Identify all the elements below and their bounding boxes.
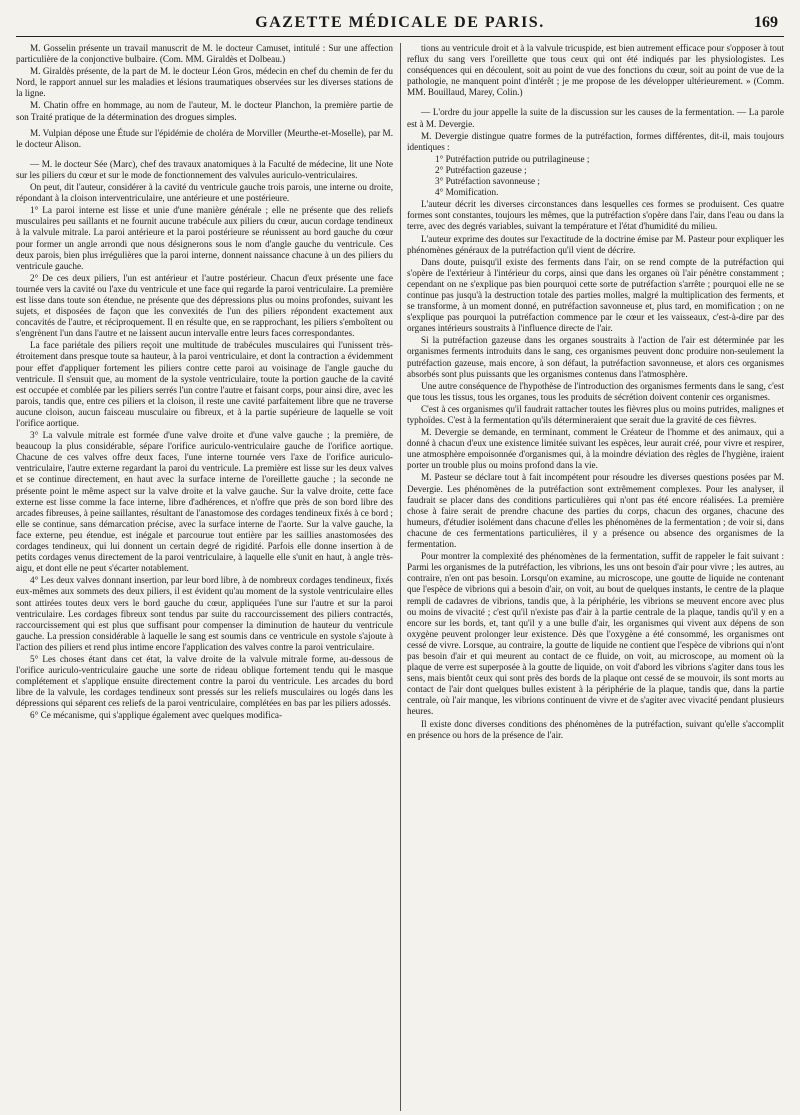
paragraph: Il existe donc diverses conditions des phénomènes de la putréfaction, suivant qu'elle s'accomplit en présence ou hors de la présence de l'air.	[407, 718, 784, 740]
journal-title: GAZETTE MÉDICALE DE PARIS.	[255, 14, 545, 31]
paragraph: M. Devergie se demande, en terminant, comment le Créateur de l'homme et des animaux, qui a donné à chacun d'eux une existence limitée suivant les espèces, leur aurait créé, pour vivre et respirer, une atmosphère empoisonnée d'organismes qui, à la moindre déviation des règles de l'hygiène, iraient porter un trouble plus ou moins profond dans la vie.	[407, 427, 784, 471]
paragraph: Si la putréfaction gazeuse dans les organes soustraits à l'action de l'air est déterminée par les organismes ferments introduits dans le sang, ces organismes peuvent donc produire non-seulement la putréfaction gazeuse, mais encore, à son défaut, la putréfaction savonneuse, et alors ces organismes absorbés sont plus puissants que les organismes contenus dans l'atmosphère.	[407, 335, 784, 379]
paragraph: M. Chatin offre en hommage, au nom de l'auteur, M. le docteur Planchon, la première partie de son Traité pratique de la détermination des drogues simples.	[16, 100, 393, 122]
paragraph: 4° Les deux valves donnant insertion, par leur bord libre, à de nombreux cordages tendineux, fixés eux-mêmes aux sommets des deux piliers, il est évident qu'au moment de la systole ventriculaire elles sont attirées toutes deux vers le bord gauche du cœur, appliquées l'une sur l'autre et sur la paroi ventriculaire. Les cordages fibreux sont tendus par suite du raccourcissement des piliers contractés, raccourcissement qui est plus que suffisant pour compenser la diminution de hauteur du ventricule gauche. La pression considérable à laquelle le sang est soumis dans ce ventricule en systole s'ajoute à l'action des piliers et rend plus intime encore l'application des valves contre la paroi ventriculaire.	[16, 575, 393, 652]
paragraph: M. Pasteur se déclare tout à fait incompétent pour résoudre les diverses questions posées par M. Devergie. Les phénomènes de la putréfaction sont extrêmement complexes. Pour les analyser, il faudrait se placer dans des conditions particulières qui n'ont pas été encore réalisées. La première chose à faire serait de prendre chacune des parties du corps, chacun des organes, chacune des humeurs, d'étudier isolément dans chacune d'elles les phénomènes de la fermentation ; de voir si, dans chacune de ces fermentations particulières, il y a présence ou absence des organismes de la fermentation.	[407, 472, 784, 550]
paragraph: 3° La valvule mitrale est formée d'une valve droite et d'une valve gauche ; la première, de beaucoup la plus considérable, sépare l'orifice auriculo-ventriculaire gauche de l'orifice aortique. Chacune de ces valves offre deux faces, l'une interne tournée vers l'axe de l'orifice auriculo-ventriculaire, l'autre externe regardant la paroi du ventricule. La première est lisse sur les deux valves et se continue directement, en haut avec la surface interne de l'oreillette gauche ; la seconde ne présente point le même aspect sur la valve droite et la valve gauche. Sur la valve droite, cette face externe est lisse comme la face interne, libre d'adhérences, et n'offre que près de son bord libre des arcades fibreuses, à peine saillantes, résultant de l'anastomose des cordages tendineux fixés à ce bord ; elle se continue, sans démarcation précise, avec la surface interne de l'aorte. Sur la valve gauche, la face externe, peu étendue, est inégale et parcourue tout entière par les saillies anastomosées des cordages tendineux, qui lui donnent un certain degré de rigidité. Parfois elle donne insertion à de petits cordages venus directement de la paroi ventriculaire, à laquelle elle s'unit en haut, à angle très-aigu, et dont elle ne peut s'écarter notablement.	[16, 430, 393, 574]
paragraph: — L'ordre du jour appelle la suite de la discussion sur les causes de la fermentation. — La parole est à M. Devergie.	[407, 107, 784, 129]
paragraph: 6° Ce mécanisme, qui s'applique également avec quelques modifica-	[30, 710, 283, 721]
right-column	[407, 43, 784, 1111]
page-header	[16, 14, 784, 37]
paragraph: — M. le docteur Sée (Marc), chef des travaux anatomiques à la Faculté de médecine, lit une Note sur les piliers du cœur et sur le mode de fonctionnement des valvules auriculo-ventriculaires.	[16, 158, 393, 180]
left-column	[16, 43, 393, 1111]
paragraph: M. Giraldès présente, de la part de M. le docteur Léon Gros, médecin en chef du chemin de fer du Nord, le rapport annuel sur les maladies et lésions traumatiques observées sur les diverses stations de la ligne.	[16, 66, 393, 99]
paragraph: 5° Les choses étant dans cet état, la valve droite de la valvule mitrale forme, au-dessous de l'orifice auriculo-ventriculaire gauche une sorte de rideau oblique fortement tendu qui le masque complétement et s'applique ensuite directement contre la paroi du ventricule. Les arcades du bord libre de la valvule, les cordages tendineux sont pressés sur les reliefs musculaires ou logés dans les dépressions qui séparent ces reliefs de la paroi ventriculaire, complétées en bas par les piliers adossés.	[16, 653, 393, 709]
paragraph: Dans doute, puisqu'il existe des ferments dans l'air, on se rend compte de la putréfaction qui s'opère de l'extérieur à l'intérieur du corps, ainsi que dans les organes où l'air pénètre constamment ; cependant on ne s'explique pas bien pourquoi cette sorte de putréfaction s'arrête ; pourquoi elle ne se continue pas jusqu'à la destruction totale des parties molles, malgré la multiplication des ferments, et se transforme, à un moment donné, en putréfaction savonneuse et, plus tard, en momification ; on ne s'explique pas pourquoi la putréfaction commence par le cœur et les vaisseaux, c'est-à-dire par des organes intérieurs soustraits à l'influence directe de l'air.	[407, 256, 784, 334]
paragraph: M. Devergie distingue quatre formes de la putréfaction, formes différentes, dit-il, mais toujours identiques :	[407, 130, 784, 152]
list-item: 1° Putréfaction putride ou putrilagineuse ;	[435, 153, 590, 164]
paragraph: M. Vulpian dépose une Étude sur l'épidémie de choléra de Morviller (Meurthe-et-Moselle), par M. le docteur Alison.	[16, 127, 393, 149]
list-item: 3° Putréfaction savonneuse ;	[435, 176, 540, 187]
putrefaction-forms-list	[407, 154, 784, 198]
paragraph: 2° De ces deux piliers, l'un est antérieur et l'autre postérieur. Chacun d'eux présente une face tournée vers la cavité ou l'axe du ventricule et une face qui regarde la paroi ventriculaire. La première est lisse dans toute son étendue, ne présente que des dépressions plus ou moins profondes, suivant les sujets, et disposées de façon que les convexités de l'un des piliers répondent exactement aux concavités de l'autre, et réciproquement. Il en résulte que, en se rapprochant, les piliers s'emboîtent ou s'engrènent l'un dans l'autre et ne laissent aucun intervalle entre leurs faces correspondantes.	[16, 272, 393, 339]
paragraph: L'auteur décrit les diverses circonstances dans lesquelles ces formes se produisent. Ces quatre formes sont constantes, toujours les mêmes, que la putréfaction s'opère dans l'air, dans l'eau ou dans la terre, avec des degrés variables, suivant la température et l'état d'humidité du milieu.	[407, 199, 784, 232]
paragraph: La face pariétale des piliers reçoit une multitude de trabécules musculaires qui l'unissent très-étroitement dans presque toute sa hauteur, à la paroi ventriculaire, et dont la contraction a évidemment pour effet d'appliquer fortement les piliers contre cette paroi au voisinage de l'angle gauche du ventricule. Il s'ensuit que, au moment de la systole ventriculaire, toute la portion gauche de la cavité est occupée et comblée par les piliers serrés l'un contre l'autre et faisant corps, pour ainsi dire, avec les parois, tandis que, entre ces piliers et la cloison, il reste une cavité parfaitement libre que ne traverse aucune cloison, aucun faisceau musculaire ou fibreux, et à la partie supérieure de laquelle se voit l'orifice aortique.	[16, 340, 393, 428]
paragraph: tions au ventricule droit et à la valvule tricuspide, est bien autrement efficace pour s'opposer à tout reflux du sang vers l'oreillette que tous ceux qui ont été indiqués par les physiologistes. Les conséquences qui en découlent, soit au point de vue des fonctions du cœur, soit au point de vue de la pathologie, ne manquent point d'intérêt ; je me propose de les développer ultérieurement. » (Comm. MM. Bouillaud, Marey, Colin.)	[407, 43, 784, 98]
paragraph: 1° La paroi interne est lisse et unie d'une manière générale ; elle ne présente que des reliefs musculaires peu saillants et ne fournit aucune trabécule aux piliers du cœur, aucun cordage tendineux à la valvule mitrale. La paroi antérieure et la paroi postérieure se réunissent au bord gauche du cœur pour former un angle arrondi que nous désignerons sous le nom d'angle gauche du ventricule. Ces deux parois, bien plus irrégulières que la paroi interne, donnent naissance chacune à un des piliers du ventricule gauche.	[16, 205, 393, 271]
page-number: 169	[754, 14, 778, 31]
paragraph: On peut, dit l'auteur, considérer à la cavité du ventricule gauche trois parois, une interne ou droite, répondant à la cloison interventriculaire, une antérieure et une postérieure.	[16, 182, 393, 204]
paragraph: Une autre conséquence de l'hypothèse de l'introduction des organismes ferments dans le sang, c'est que tous les tissus, tous les organes, tous les produits de sécrétion doivent contenir ces organismes.	[407, 380, 784, 402]
article-columns	[16, 43, 784, 1111]
paragraph: M. Gosselin présente un travail manuscrit de M. le docteur Camuset, intitulé : Sur une affection particulière de la conjonctive bulbaire. (Com. MM. Giraldès et Dolbeau.)	[16, 43, 393, 65]
paragraph: Pour montrer la complexité des phénomènes de la fermentation, suffit de rappeler le fait suivant : Parmi les organismes de la putréfaction, les vibrions, les uns ont besoin d'air pour vivre ; les autres, au contraire, n'en ont pas besoin. Lorsqu'on examine, au microscope, une goutte de liquide ne contenant que l'espèce de vibrions qui a besoin d'air, on voit, au bout de quelques instants, le centre de la plaque rempli de cadavres de vibrions, tandis que, à la périphérie, les vibrions se meuvent encore avec plus ou moins de vivacité ; c'est qu'il n'existe pas d'air à la partie centrale de la plaque, tandis qu'il y en a encore sur les bords, et, tant qu'il y a une bulle d'air, les organismes qui vivent aux dépens de son oxygène peuvent prolonger leur existence. Dès que l'oxygène a été consommé, les organismes ont cessé de vivre. Lorsque, au contraire, la goutte de liquide ne contient que l'espèce de vibrions qui n'ont pas besoin d'air et qui meurent au contact de ce fluide, on voit, au microscope, au moment où la plaque de verre est superposée à la goutte de liquide, on voit d'abord les vibrions s'agiter dans tous les sens, mais bientôt ceux qui sont près des bords de la plaque ont cessé de se mouvoir, ils sont morts au contact de l'air dont quelques bulles existent à la périphérie de la plaque, tandis que, dans la partie centrale, où l'air manque, les vibrions continuent de vivre et de s'agiter avec vivacité pendant plusieurs heures.	[407, 551, 784, 717]
paragraph: L'auteur exprime des doutes sur l'exactitude de la doctrine émise par M. Pasteur pour expliquer les phénomènes généraux de la putréfaction qu'il vient de décrire.	[407, 233, 784, 255]
list-item: 2° Putréfaction gazeuse ;	[435, 164, 527, 175]
list-item: 4° Momification.	[435, 187, 499, 198]
paragraph: C'est à ces organismes qu'il faudrait rattacher toutes les fièvres plus ou moins putrides, malignes et typhoïdes. C'est à la fermentation qu'ils détermineraient que serait due la gravité de ces fièvres.	[407, 403, 784, 425]
